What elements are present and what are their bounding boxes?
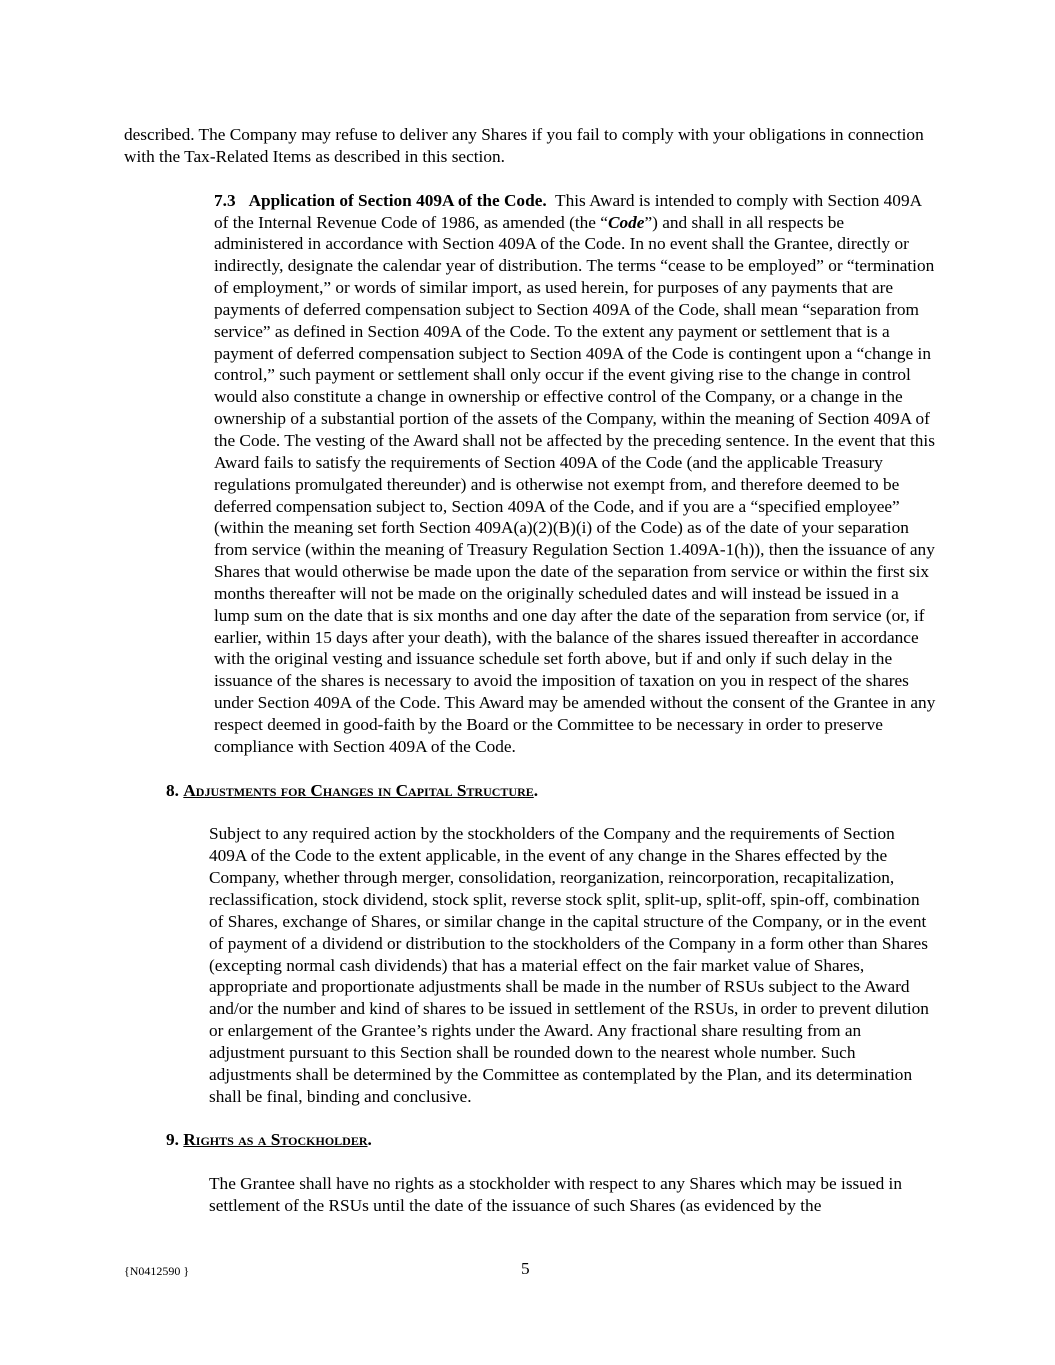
footer-document-id: {N0412590 }	[124, 1264, 190, 1278]
section-9-title: Rights as a Stockholder	[183, 1130, 368, 1150]
section-7-3-text-after-term: ”) and shall in all respects be administered in accordance with Section 409A of the Code. In no event shall the Grantee, directly or indirectly, designate the calendar year of distribution. The terms “cease to be employed” or “termination of employment,” or words of similar import, as used herein, for purposes of any payments that are payments of deferred compensation subject to Section 409A of the Code, shall mean “separation from service” as defined in Section 409A of the Code. To the extent any payment or settlement that is a payment of deferred compensation subject to Section 409A of the Code is contingent upon a “change in control,” such payment or settlement shall only occur if the event giving rise to the change in control would also constitute a change in ownership or effective control of the Company, or a change in the ownership of a substantial portion of the assets of the Company, within the meaning of Section 409A of the Code. The vesting of the Award shall not be affected by the preceding sentence. In the event that this Award fails to satisfy the requirements of Section 409A of the Code (and the applicable Treasury regulations promulgated thereunder) and is otherwise not exempt from, and therefore deemed to be deferred compensation subject to, Section 409A of the Code, and if you are a “specified employee” (within the meaning set forth Section 409A(a)(2)(B)(i) of the Code) as of the date of your separation from service (within the meaning of Treasury Regulation Section 1.409A-1(h)), then the issuance of any Shares that would otherwise be made upon the date of the separation from service or within the first six months thereafter will not be made on the originally scheduled dates and will instead be issued in a lump sum on the date that is six months and one day after the date of the separation from service (or, if earlier, within 15 days after your death), with the balance of the shares issued thereafter in accordance with the original vesting and issuance schedule set forth above, but if and only if such delay in the issuance of the shares is necessary to avoid the imposition of taxation on you in respect of the shares under Section 409A of the Code. This Award may be amended without the consent of the Grantee in any respect deemed in good-faith by the Board or the Committee to be necessary in order to preserve compliance with Section 409A of the Code.	[214, 212, 936, 756]
section-9-paragraph: The Grantee shall have no rights as a stockholder with respect to any Shares which may be issued in settlement of the RSUs until the date of the issuance of such Shares (as evidenced by the	[209, 1174, 902, 1216]
section-8-paragraph: Subject to any required action by the stockholders of the Company and the requirements of Section 409A of the Code to the extent applicable, in the event of any change in the Shares effected by the Company, whether through merger, consolidation, reorganization, reincorporation, recapitalization, reclassification, stock dividend, stock split, reverse stock split, split-up, split-off, spin-off, combination of Shares, exchange of Shares, or similar change in the capital structure of the Company, or in the event of payment of a dividend or distribution to the stockholders of the Company in a form other than Shares (excepting normal cash dividends) that has a material effect on the fair market value of Shares, appropriate and proportionate adjustments shall be made in the number of RSUs subject to the Award and/or the number and kind of shares to be issued in settlement of the RSUs, in order to prevent dilution or enlargement of the Grantee’s rights under the Award. Any fractional share resulting from an adjustment pursuant to this Section shall be rounded down to the nearest whole number. Such adjustments shall be determined by the Committee as contemplated by the Plan, and its determination shall be final, binding and conclusive.	[209, 824, 929, 1106]
section-8-heading: 8. Adjustments for Changes in Capital Structure.	[166, 780, 539, 800]
document-body	[124, 124, 936, 1217]
section-8-title: Adjustments for Changes in Capital Structure	[183, 780, 534, 800]
opening-paragraph: described. The Company may refuse to deliver any Shares if you fail to comply with your obligations in connection with the Tax-Related Items as described in this section.	[124, 125, 924, 166]
section-8-number: 8.	[166, 780, 179, 800]
section-7-3-paragraph	[124, 190, 936, 758]
section-7-3-number: 7.3	[214, 190, 236, 210]
page-number: 5	[521, 1259, 530, 1278]
section-7-3-heading: Application of Section 409A of the Code.	[248, 190, 547, 210]
section-9-number: 9.	[166, 1130, 179, 1150]
section-9-heading: 9. Rights as a Stockholder.	[166, 1130, 372, 1150]
section-7-3-text-before-term: This Award is intended to comply with Section 409A of the Internal Revenue Code of 1986, as amended (the “	[214, 190, 922, 232]
defined-term-code: Code	[607, 212, 645, 232]
